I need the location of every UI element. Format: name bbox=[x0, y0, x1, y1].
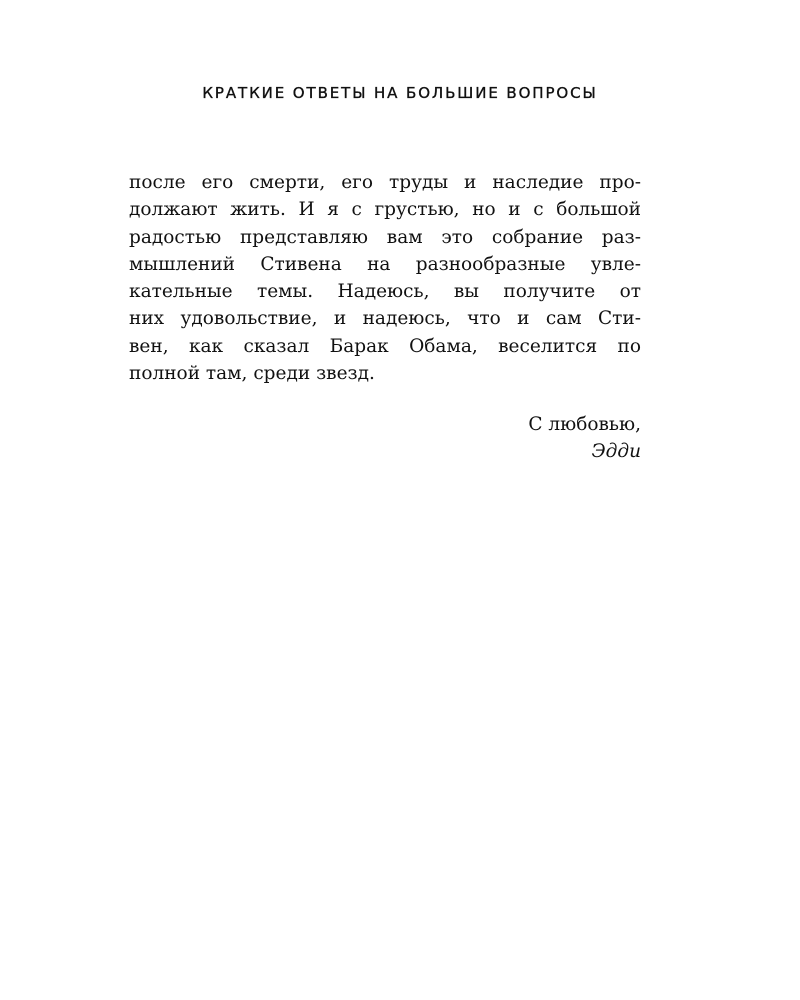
signature-block bbox=[528, 411, 641, 466]
paragraph-line: мышлений Стивена на разнообразные увле- bbox=[129, 253, 641, 275]
paragraph-line: вен, как сказал Барак Обама, веселится по bbox=[129, 335, 641, 357]
signature-name: Эдди bbox=[591, 441, 641, 463]
paragraph-line: полной там, среди звезд. bbox=[129, 363, 375, 385]
body-paragraph bbox=[129, 169, 641, 387]
signature-closing: С любовью, bbox=[528, 414, 641, 435]
paragraph-line: них удовольствие, и надеюсь, что и сам Сти- bbox=[129, 308, 641, 330]
paragraph-line: радостью представляю вам это собрание раз- bbox=[129, 226, 641, 248]
paragraph-line: после его смерти, его труды и наследие про- bbox=[129, 172, 641, 193]
paragraph-line: кательные темы. Надеюсь, вы получите от bbox=[129, 281, 641, 303]
running-header-title: КРАТКИЕ ОТВЕТЫ НА БОЛЬШИЕ ВОПРОСЫ bbox=[202, 84, 598, 102]
paragraph-line: должают жить. И я с грустью, но и с большой bbox=[129, 199, 641, 221]
